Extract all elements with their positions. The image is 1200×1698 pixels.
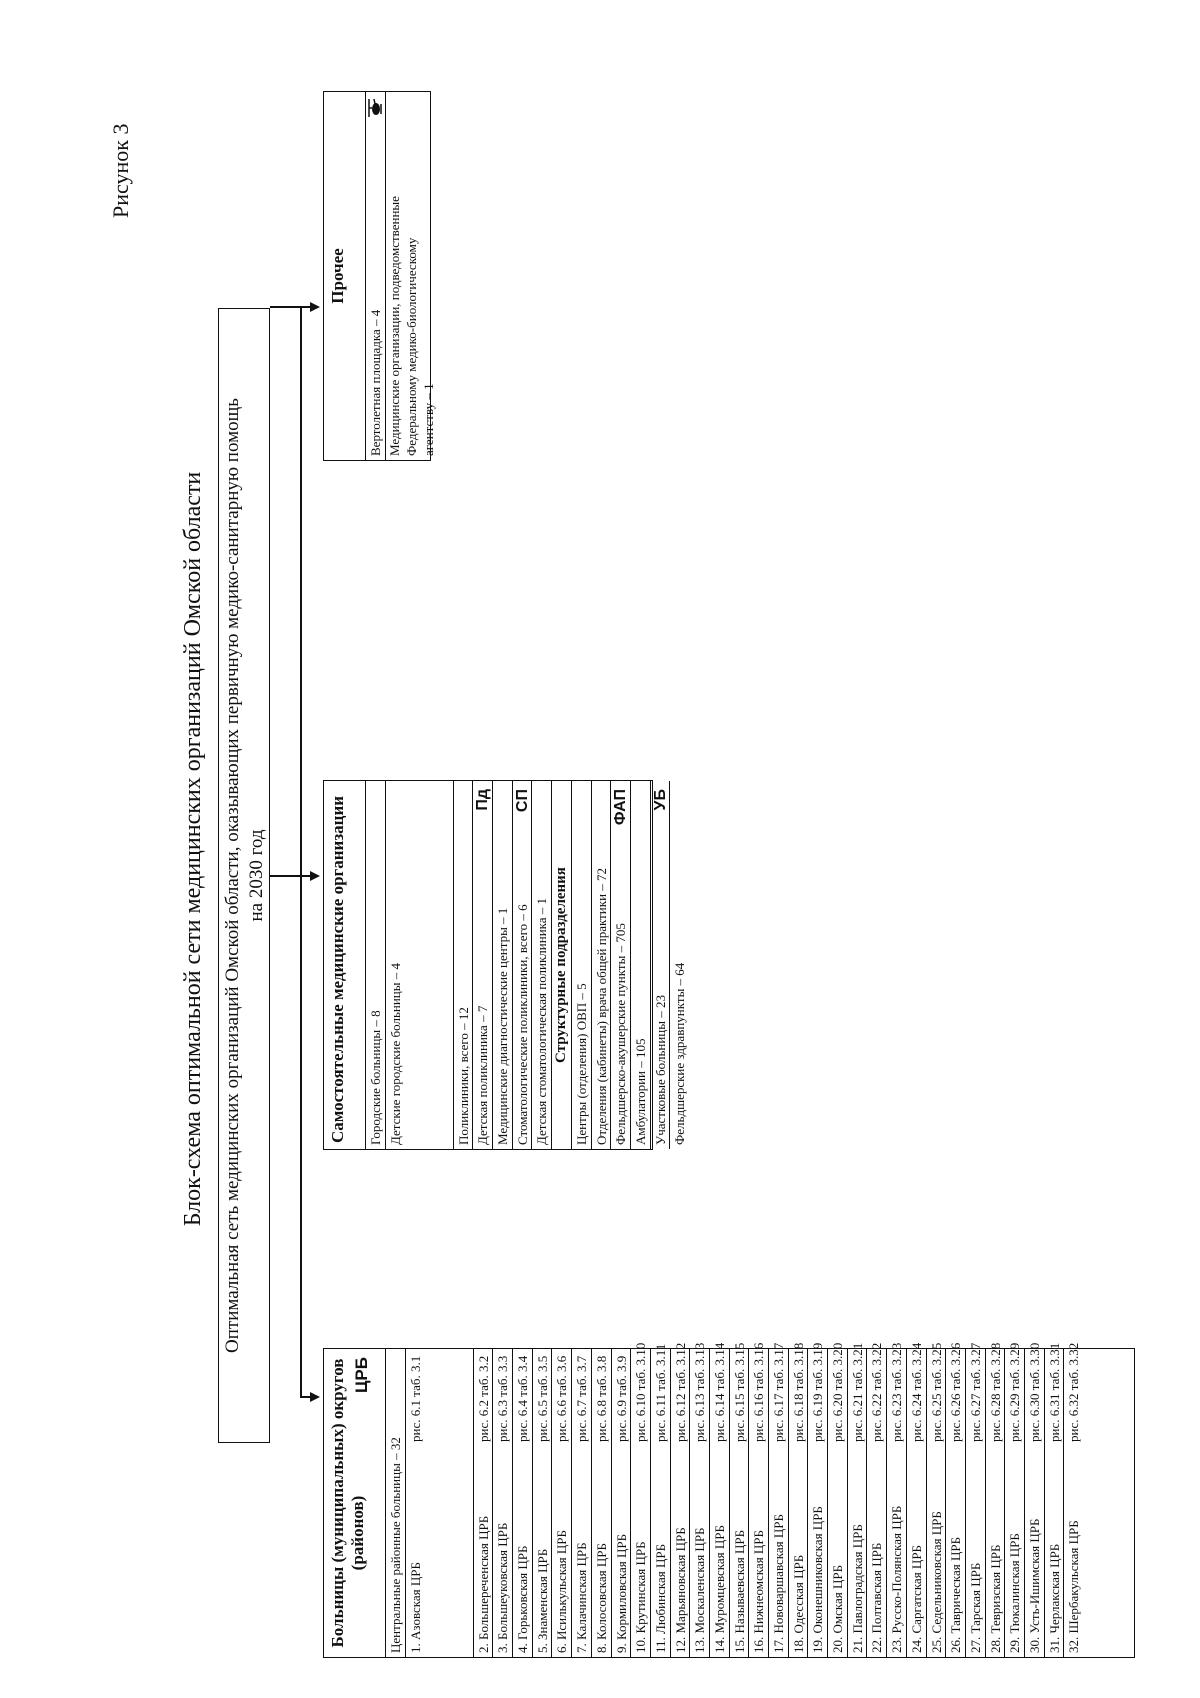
hospital-name: 11. Любинская ЦРБ: [652, 1543, 668, 1653]
independent-row: [631, 781, 651, 1149]
helicopter-icon: [367, 98, 389, 118]
hospital-row: [513, 1349, 533, 1657]
hospital-name: 4. Горьковская ЦРБ: [515, 1545, 531, 1653]
hospital-ref: рис. 6.6 таб. 3.6: [554, 1355, 570, 1442]
independent-text: Центры (отделения) ОВП – 5: [573, 983, 589, 1145]
connector-trunk: [270, 876, 300, 878]
hospital-ref: рис. 6.11 таб. 3.11: [652, 1343, 668, 1442]
hospital-name: 30. Усть-Ишимская ЦРБ: [1026, 1518, 1042, 1653]
network-box: [218, 308, 270, 1443]
hospitals-header-line2: (районов): [348, 1495, 367, 1571]
hospital-ref: рис. 6.25 таб. 3.25: [928, 1342, 944, 1442]
hospital-row: [808, 1342, 828, 1657]
independent-text: Участковые больницы – 23: [652, 995, 668, 1145]
hospital-ref: рис. 6.24 таб. 3.24: [908, 1342, 924, 1442]
hospital-row: [828, 1342, 848, 1657]
hospital-ref: рис. 6.19 таб. 3.19: [810, 1342, 826, 1442]
independent-row: [670, 781, 690, 1149]
hospital-name: 31. Черлакская ЦРБ: [1046, 1543, 1062, 1653]
hospital-row: [1045, 1342, 1065, 1657]
hospital-name: 20. Омская ЦРБ: [830, 1564, 846, 1653]
other-row-text: Вертолетная площадка – 4: [368, 309, 383, 456]
hospital-row: [946, 1342, 966, 1657]
hospital-ref: рис. 6.26 таб. 3.26: [948, 1342, 964, 1442]
hospital-row: [710, 1342, 730, 1657]
hospital-row: [493, 1349, 513, 1657]
independent-text: Городские больницы – 8: [368, 1010, 383, 1145]
independent-text: Структурные подразделения: [553, 867, 570, 1063]
hospital-ref: рис. 6.21 таб. 3.21: [849, 1342, 865, 1442]
hospital-name: 14. Муромцевская ЦРБ: [711, 1525, 727, 1653]
hospital-ref: рис. 6.29 таб. 3.29: [1007, 1342, 1023, 1442]
hospital-name: 19. Оконешниковская ЦРБ: [810, 1506, 826, 1653]
hospital-ref: рис. 6.9 таб. 3.9: [613, 1355, 629, 1442]
other-panel: [323, 91, 436, 461]
hospital-row: [474, 1349, 494, 1657]
hospital-row: [848, 1342, 868, 1657]
network-box-line2: на 2030 год: [246, 829, 267, 922]
hospital-row: [966, 1342, 986, 1657]
hospital-name: 22. Полтавская ЦРБ: [869, 1542, 885, 1653]
hospital-ref: рис. 6.13 таб. 3.13: [692, 1342, 708, 1442]
independent-row: [386, 781, 454, 1149]
org-type-tag: СП: [513, 789, 531, 813]
hospital-ref: рис. 6.12 таб. 3.12: [672, 1342, 688, 1442]
hospital-row: [789, 1342, 809, 1657]
independent-row: [366, 781, 386, 1149]
hospital-ref: рис. 6.31 таб. 3.31: [1046, 1342, 1062, 1442]
hospital-name: 9. Кормиловская ЦРБ: [613, 1533, 629, 1653]
hospital-name: 26. Таврическая ЦРБ: [948, 1536, 964, 1653]
independent-row: [651, 781, 671, 1149]
arrow-down-icon: [310, 871, 320, 881]
hospital-row: [986, 1342, 1006, 1657]
hospital-name: 13. Москаленская ЦРБ: [692, 1527, 708, 1653]
independent-row: [532, 781, 552, 1149]
hospital-row: [867, 1342, 887, 1657]
hospital-ref: рис. 6.4 таб. 3.4: [515, 1355, 531, 1442]
hospital-name: 18. Одесская ЦРБ: [790, 1554, 806, 1653]
hospital-ref: рис. 6.7 таб. 3.7: [574, 1355, 590, 1442]
hospitals-header: [324, 1349, 386, 1657]
hospital-name: 28. Тевризская ЦРБ: [987, 1544, 1003, 1653]
hospital-ref: рис. 6.27 таб. 3.27: [967, 1342, 983, 1442]
independent-text: Фельдшерско-акушерские пункты – 705: [613, 923, 629, 1145]
independent-text: Амбулатории – 105: [632, 1038, 648, 1145]
hospital-row: [927, 1342, 947, 1657]
hospital-name: 27. Тарская ЦРБ: [967, 1562, 983, 1653]
connector-horizontal: [300, 308, 302, 1398]
hospital-name: 6. Исилькульская ЦРБ: [554, 1530, 570, 1653]
hospital-ref: рис. 6.32 таб. 3.32: [1066, 1342, 1082, 1442]
hospital-name: 32. Шербакульская ЦРБ: [1066, 1520, 1082, 1653]
figure-label: Рисунок 3: [108, 123, 133, 218]
arrow-down-icon: [310, 302, 320, 312]
independent-list: [366, 781, 690, 1149]
hospital-row: [690, 1342, 710, 1657]
independent-row: [592, 781, 612, 1149]
hospital-row: [631, 1342, 651, 1657]
hospital-name: 24. Саргатская ЦРБ: [908, 1544, 924, 1653]
hospital-name: 29. Тюкалинская ЦРБ: [1007, 1533, 1023, 1653]
network-box-line1: Оптимальная сеть медицинских организаций Омской области, оказывающих первичную медико-санитарную помощь: [222, 398, 243, 1353]
crb-tag: ЦРБ: [352, 1357, 371, 1393]
arrow-down-icon: [310, 1392, 320, 1402]
hospitals-header-line1: Больницы (муниципальных) округов: [328, 1358, 347, 1648]
hospital-name: 1. Азовская ЦРБ: [407, 1562, 423, 1653]
hospital-ref: рис. 6.10 таб. 3.10: [633, 1342, 649, 1442]
hospital-name: 16. Нижнеомская ЦРБ: [751, 1529, 767, 1653]
independent-text: Медицинские диагностические центры – 1: [495, 907, 511, 1145]
independent-text: Детские городские больницы – 4: [387, 963, 403, 1145]
other-row-helipad: [366, 92, 386, 460]
other-header: Прочее: [324, 92, 366, 460]
independent-text: Детская поликлиника – 7: [475, 1005, 491, 1145]
hospital-row: [612, 1349, 632, 1657]
hospital-ref: рис. 6.17 таб. 3.17: [771, 1342, 786, 1442]
hospitals-panel: [323, 1342, 1135, 1658]
hospital-row: [749, 1342, 769, 1657]
hospital-row: [671, 1342, 691, 1657]
hospital-name: 12. Марьяновская ЦРБ: [672, 1527, 688, 1653]
hospitals-list: [406, 1342, 1084, 1657]
hospital-row: [730, 1342, 750, 1657]
hospital-row: [592, 1349, 612, 1657]
hospital-row: [769, 1342, 789, 1657]
figure-title: Блок-схема оптимальной сети медицинских организаций Омской области: [180, 471, 206, 1227]
hospital-row: [1025, 1342, 1045, 1657]
connector-right: [270, 307, 312, 309]
hospital-ref: рис. 6.3 таб. 3.3: [495, 1355, 511, 1442]
hospitals-summary: Центральные районные больницы – 32: [386, 1349, 406, 1657]
hospital-name: 10. Крутинская ЦРБ: [633, 1541, 649, 1653]
hospital-row: [887, 1342, 907, 1657]
independent-row: [493, 781, 513, 1149]
hospital-row: [907, 1342, 927, 1657]
hospital-name: 25. Седельниковская ЦРБ: [928, 1511, 944, 1653]
independent-row: [454, 781, 474, 1149]
independent-text: Поликлиники, всего – 12: [455, 1007, 471, 1145]
independent-text: Детская стоматологическая поликлиника – 1: [534, 897, 550, 1145]
independent-text: Стоматологические поликлиники, всего – 6: [514, 904, 530, 1145]
hospital-ref: рис. 6.15 таб. 3.15: [731, 1342, 747, 1442]
independent-row: [611, 781, 631, 1149]
other-row-text: агентству – 1: [420, 383, 436, 456]
hospital-row: [572, 1349, 592, 1657]
hospital-ref: рис. 6.14 таб. 3.14: [711, 1342, 727, 1442]
other-row-fmba: [386, 92, 437, 460]
independent-row: [473, 781, 493, 1149]
hospital-row: [651, 1343, 671, 1657]
independent-text: Фельдшерские здравпункты – 64: [672, 962, 688, 1145]
hospital-name: 17. Нововаршавская ЦРБ: [771, 1514, 786, 1653]
hospital-ref: рис. 6.5 таб. 3.5: [534, 1355, 550, 1442]
org-type-tag: УБ: [651, 789, 669, 811]
hospital-ref: рис. 6.2 таб. 3.2: [475, 1355, 491, 1442]
hospital-name: 7. Калачинская ЦРБ: [574, 1542, 590, 1653]
hospital-ref: рис. 6.8 таб. 3.8: [593, 1355, 609, 1442]
hospital-row: [406, 1349, 474, 1657]
hospital-ref: рис. 6.23 таб. 3.23: [889, 1342, 905, 1442]
hospital-name: 2. Большереченская ЦРБ: [475, 1515, 491, 1653]
other-row-text: Федеральному медико-биологическому: [403, 237, 419, 456]
hospital-row: [552, 1349, 572, 1657]
hospital-row: [533, 1349, 553, 1657]
independent-header: Самостоятельные медицинские организации: [324, 781, 366, 1149]
hospital-ref: рис. 6.16 таб. 3.16: [751, 1342, 767, 1442]
other-row-text: Медицинские организации, подведомственные: [386, 196, 402, 456]
hospital-name: 21. Павлоградская ЦРБ: [849, 1524, 865, 1653]
hospital-row: [1064, 1342, 1084, 1657]
org-type-tag: Пд: [474, 789, 492, 811]
hospital-name: 23. Русско-Полянская ЦРБ: [889, 1505, 905, 1653]
hospital-name: 15. Называевская ЦРБ: [731, 1529, 747, 1653]
independent-row: [572, 781, 592, 1149]
hospital-ref: рис. 6.28 таб. 3.28: [987, 1342, 1003, 1442]
hospital-name: 8. Колосовская ЦРБ: [593, 1543, 609, 1653]
hospital-name: 3. Большеуковская ЦРБ: [495, 1522, 511, 1653]
hospital-ref: рис. 6.18 таб. 3.18: [790, 1342, 806, 1442]
hospital-row: [1005, 1342, 1025, 1657]
org-type-tag: ФАП: [612, 789, 630, 826]
independent-row: [552, 781, 572, 1149]
hospital-ref: рис. 6.1 таб. 3.1: [407, 1355, 423, 1442]
independent-text: Отделения (кабинеты) врача общей практики – 72: [593, 867, 609, 1145]
independent-row: [513, 781, 533, 1149]
hospital-ref: рис. 6.30 таб. 3.30: [1026, 1342, 1042, 1442]
hospital-ref: рис. 6.20 таб. 3.20: [830, 1342, 846, 1442]
hospital-ref: рис. 6.22 таб. 3.22: [869, 1342, 885, 1442]
hospital-name: 5. Знаменская ЦРБ: [534, 1548, 550, 1653]
independent-panel: [323, 780, 688, 1150]
